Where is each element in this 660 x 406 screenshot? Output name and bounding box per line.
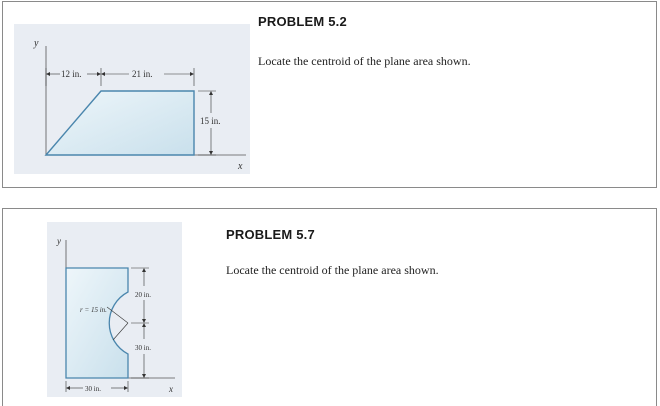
figure-semicircle-cutout xyxy=(47,222,182,397)
arrow-20-top xyxy=(142,268,146,272)
dim-label-20in: 20 in. xyxy=(135,291,151,299)
dim-label-12in: 12 in. xyxy=(61,69,82,79)
x-axis-label: x xyxy=(238,161,243,172)
dim-label-30in-horizontal: 30 in. xyxy=(85,385,101,393)
x-axis-label: x xyxy=(169,384,173,394)
figure-trapezoid xyxy=(14,24,250,174)
arrow-30-top xyxy=(142,323,146,327)
problem-card-5-2 xyxy=(2,1,657,188)
arrow-21-right xyxy=(190,72,194,76)
problem-title: PROBLEM 5.2 xyxy=(258,14,347,29)
arrow-20-bottom xyxy=(142,319,146,323)
trapezoid-shape xyxy=(46,91,194,155)
problem-card-5-7 xyxy=(2,208,657,406)
problem-statement: Locate the centroid of the plane area shown. xyxy=(226,263,439,277)
cutout-diagram xyxy=(47,222,182,397)
arrow-w-left xyxy=(66,386,70,390)
trapezoid-diagram xyxy=(14,24,250,174)
problem-statement: Locate the centroid of the plane area shown. xyxy=(258,54,471,68)
arrow-12-right xyxy=(97,72,101,76)
dim-label-21in: 21 in. xyxy=(132,69,153,79)
dim-label-15in: 15 in. xyxy=(200,116,221,126)
arrow-w-right xyxy=(124,386,128,390)
arrow-21-left xyxy=(101,72,105,76)
dim-label-radius: r = 15 in. xyxy=(80,306,107,314)
problem-title: PROBLEM 5.7 xyxy=(226,227,315,242)
arrow-12-left xyxy=(46,72,50,76)
y-axis-label: y xyxy=(34,38,39,49)
radius-line-2 xyxy=(113,323,128,340)
arrow-15-bottom xyxy=(209,151,213,155)
y-axis-label: y xyxy=(57,236,61,246)
dim-label-30in-vertical: 30 in. xyxy=(135,344,151,352)
arrow-30-bottom xyxy=(142,374,146,378)
arrow-15-top xyxy=(209,91,213,95)
cutout-shape xyxy=(66,268,128,378)
